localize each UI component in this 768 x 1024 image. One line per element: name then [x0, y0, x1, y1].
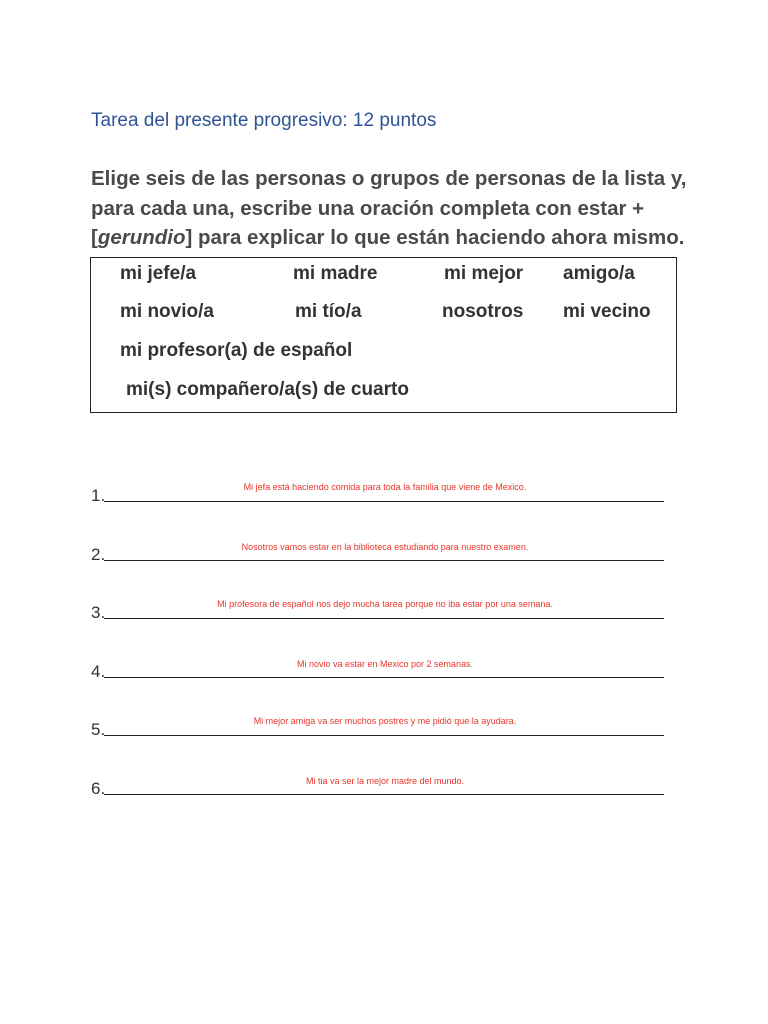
- word-list-box: [90, 257, 677, 413]
- answer-blank-line: [104, 794, 664, 795]
- answer-text[interactable]: Mi profesora de español nos dejo mucha tarea porque no iba estar por una semana.: [217, 599, 553, 609]
- answer-number: 1.: [91, 486, 106, 505]
- word-item: amigo/a: [563, 263, 635, 284]
- answer-blank-line: [104, 501, 664, 502]
- answer-number: 2.: [91, 545, 106, 564]
- answer-text[interactable]: Mi tia va ser la mejor madre del mundo.: [305, 776, 465, 786]
- answer-text[interactable]: Mi jefa está haciendo comida para toda la familia que viene de Mexico.: [243, 482, 527, 492]
- answer-text[interactable]: Nosotros vamos estar en la biblioteca estudiando para nuestro examen.: [241, 542, 529, 552]
- word-item: mi(s) compañero/a(s) de cuarto: [126, 379, 409, 400]
- instructions-text-before: Elige seis de las personas o grupos de personas de la lista y, para cada una, escribe una oración completa con estar + [: [91, 167, 687, 249]
- answer-number: 5.: [91, 720, 106, 739]
- answer-number: 6.: [91, 779, 106, 798]
- word-item: mi madre: [293, 263, 378, 284]
- word-item: mi jefe/a: [120, 263, 197, 284]
- answer-text[interactable]: Mi mejor amiga va ser muchos postres y me pidió que la ayudara.: [253, 716, 517, 726]
- worksheet-title: Tarea del presente progresivo: 12 puntos: [91, 110, 437, 131]
- answer-number: 3.: [91, 603, 106, 622]
- word-item: mi tío/a: [295, 301, 362, 322]
- instructions-italic-gerundio: gerundio: [97, 226, 186, 249]
- answer-row: [91, 480, 666, 506]
- word-item: mi novio/a: [120, 301, 214, 322]
- word-item: nosotros: [442, 301, 524, 322]
- answer-blank-line: [104, 677, 664, 678]
- answer-row: [91, 773, 666, 799]
- answer-row: [91, 597, 666, 623]
- instructions-paragraph: [91, 164, 691, 253]
- answer-row: [91, 656, 666, 682]
- word-item: mi profesor(a) de español: [120, 340, 353, 361]
- word-item: mi mejor: [444, 263, 524, 284]
- word-item: mi vecino: [563, 301, 651, 322]
- answer-blank-line: [104, 618, 664, 619]
- answer-blank-line: [104, 560, 664, 561]
- answer-blank-line: [104, 735, 664, 736]
- answer-row: [91, 539, 666, 565]
- instructions-text-after: ] para explicar lo que están haciendo ahora mismo.: [185, 226, 685, 249]
- answer-number: 4.: [91, 662, 106, 681]
- answer-row: [91, 714, 666, 740]
- answer-text[interactable]: Mi novio va estar en Mexico por 2 semanas.: [296, 659, 474, 669]
